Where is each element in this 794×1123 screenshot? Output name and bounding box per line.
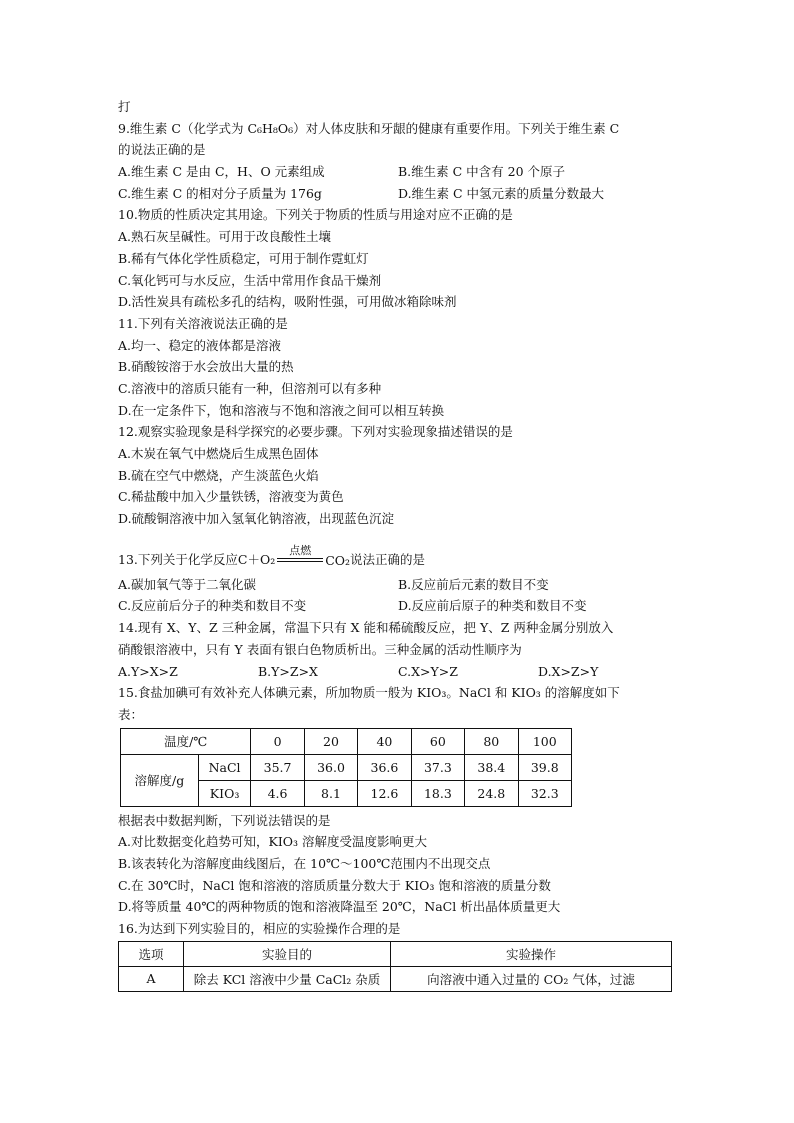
- q10-option-c: C.氧化钙可与水反应，生活中常用作食品干燥剂: [118, 272, 382, 288]
- solubility-label: 溶解度/g: [121, 754, 199, 806]
- q9-option-b: B.维生素 C 中含有 20 个原子: [398, 164, 566, 180]
- q9-options-row1: [118, 161, 678, 183]
- reaction-condition: 点燃: [289, 543, 312, 557]
- q14-option-b: B.Y>Z>X: [258, 663, 318, 679]
- q13-options-row2: [118, 595, 678, 617]
- solubility-cell: 12.6: [358, 780, 411, 806]
- nacl-row: [121, 754, 572, 780]
- solubility-cell: 18.3: [411, 780, 464, 806]
- experiment-operation: 向溶液中通入过量的 CO₂ 气体，过滤: [391, 966, 672, 991]
- q14-stem-line2: 硝酸银溶液中，只有 Y 表面有银白色物质析出。三种金属的活动性顺序为: [118, 641, 522, 657]
- temp-cell: 100: [518, 728, 571, 754]
- solubility-cell: 8.1: [304, 780, 357, 806]
- header-purpose: 实验目的: [184, 941, 391, 966]
- q13-reactants: C＋O₂: [237, 551, 276, 567]
- q11-option-d: D.在一定条件下，饱和溶液与不饱和溶液之间可以相互转换: [118, 402, 445, 418]
- q16-stem: 16.为达到下列实验目的，相应的实验操作合理的是: [118, 921, 401, 936]
- temperature-row: [121, 728, 572, 754]
- q13-option-c: C.反应前后分子的种类和数目不变: [118, 598, 307, 614]
- q9-stem-line2: 的说法正确的是: [118, 142, 206, 158]
- q10-stem: 10.物质的性质决定其用途。下列关于物质的性质与用途对应不正确的是: [118, 207, 513, 223]
- experiment-table: [118, 941, 672, 992]
- q12-stem: 12.观察实验现象是科学探究的必要步骤。下列对实验现象描述错误的是: [118, 424, 513, 440]
- q14-stem-line1: 14.现有 X、Y、Z 三种金属，常温下只有 X 能和稀硫酸反应，把 Y、Z 两种金属分别放入: [118, 620, 614, 636]
- double-bar-icon: [277, 558, 323, 562]
- q13-option-a: A.碳加氧气等于二氧化碳: [118, 576, 257, 592]
- experiment-row: [119, 966, 672, 991]
- q12-option-a: A.木炭在氧气中燃烧后生成黑色固体: [118, 446, 319, 461]
- solubility-cell: 35.7: [251, 754, 304, 780]
- temp-cell: 40: [358, 728, 411, 754]
- q15-stem-line1: 15.食盐加碘可有效补充人体碘元素，所加物质一般为 KIO₃。NaCl 和 KIO₃ 的溶解度如下: [118, 685, 620, 701]
- solubility-cell: 36.6: [358, 754, 411, 780]
- experiment-header-row: [119, 941, 672, 966]
- reaction-equals-sign: [277, 545, 323, 562]
- exam-page: [118, 96, 678, 992]
- q13-option-b: B.反应前后元素的数目不变: [398, 576, 549, 592]
- q13-option-d: D.反应前后原子的种类和数目不变: [398, 598, 587, 614]
- temp-cell: 20: [304, 728, 357, 754]
- header-option: 选项: [119, 941, 184, 966]
- solubility-cell: 37.3: [411, 754, 464, 780]
- q12-option-b: B.硫在空气中燃烧，产生淡蓝色火焰: [118, 467, 319, 483]
- temp-cell: 80: [465, 728, 518, 754]
- substance-name: NaCl: [198, 754, 251, 780]
- solubility-table: [120, 728, 572, 807]
- q9-option-d: D.维生素 C 中氢元素的质量分数最大: [398, 185, 605, 201]
- solubility-cell: 38.4: [465, 754, 518, 780]
- q14-option-d: D.X>Z>Y: [538, 663, 599, 679]
- q12-option-c: C.稀盐酸中加入少量铁锈，溶液变为黄色: [118, 489, 344, 505]
- header-operation: 实验操作: [391, 941, 672, 966]
- q11-option-b: B.硝酸铵溶于水会放出大量的热: [118, 359, 294, 375]
- temp-cell: 60: [411, 728, 464, 754]
- q15-stem-line2: 表：: [118, 706, 144, 722]
- experiment-purpose: 除去 KCl 溶液中少量 CaCl₂ 杂质: [184, 966, 391, 991]
- solubility-cell: 39.8: [518, 754, 571, 780]
- page-top-fragment: 打: [118, 99, 131, 114]
- q14-option-c: C.X>Y>Z: [398, 663, 458, 679]
- experiment-option: A: [119, 966, 184, 991]
- solubility-cell: 4.6: [251, 780, 304, 806]
- q15-option-b: B.该表转化为溶解度曲线图后，在 10℃～100℃范围内不出现交点: [118, 855, 491, 871]
- q13-options-row1: [118, 574, 678, 596]
- q11-stem: 11.下列有关溶液说法正确的是: [118, 315, 288, 331]
- q10-option-d: D.活性炭具有疏松多孔的结构，吸附性强，可用做冰箱除味剂: [118, 294, 457, 310]
- q13-stem: [118, 530, 678, 574]
- temperature-label: 温度/℃: [121, 728, 251, 754]
- q11-option-c: C.溶液中的溶质只能有一种，但溶剂可以有多种: [118, 380, 382, 396]
- q9-options-row2: [118, 183, 678, 205]
- q10-option-a: A.熟石灰呈碱性。可用于改良酸性土壤: [118, 229, 332, 245]
- q15-option-c: C.在 30℃时，NaCl 饱和溶液的溶质质量分数大于 KIO₃ 饱和溶液的质量分数: [118, 877, 551, 893]
- temp-cell: 0: [251, 728, 304, 754]
- q13-product: CO₂: [325, 552, 351, 568]
- q12-option-d: D.硫酸铜溶液中加入氢氧化钠溶液，出现蓝色沉淀: [118, 511, 395, 527]
- q9-option-c: C.维生素 C 的相对分子质量为 176g: [118, 185, 322, 201]
- solubility-cell: 36.0: [304, 754, 357, 780]
- q13-stem-prefix: 13.下列关于化学反应: [118, 551, 238, 567]
- q15-option-d: D.将等质量 40℃的两种物质的饱和溶液降温至 20℃，NaCl 析出晶体质量更大: [118, 899, 561, 915]
- substance-name: KIO₃: [198, 780, 251, 806]
- q15-after-table: 根据表中数据判断，下列说法错误的是: [118, 812, 331, 828]
- q11-option-a: A.均一、稳定的液体都是溶液: [118, 337, 282, 353]
- q13-stem-suffix: 说法正确的是: [350, 551, 426, 567]
- q14-option-a: A.Y>X>Z: [118, 663, 178, 679]
- q15-option-a: A.对比数据变化趋势可知，KIO₃ 溶解度受温度影响更大: [118, 834, 428, 850]
- solubility-cell: 32.3: [518, 780, 571, 806]
- q9-stem-line1: 9.维生素 C（化学式为 C₆H₈O₆）对人体皮肤和牙龈的健康有重要作用。下列关于维生素 C: [118, 120, 620, 136]
- q14-options: [118, 661, 678, 683]
- solubility-cell: 24.8: [465, 780, 518, 806]
- q10-option-b: B.稀有气体化学性质稳定，可用于制作霓虹灯: [118, 250, 369, 266]
- q9-option-a: A.维生素 C 是由 C，H、O 元素组成: [118, 164, 325, 180]
